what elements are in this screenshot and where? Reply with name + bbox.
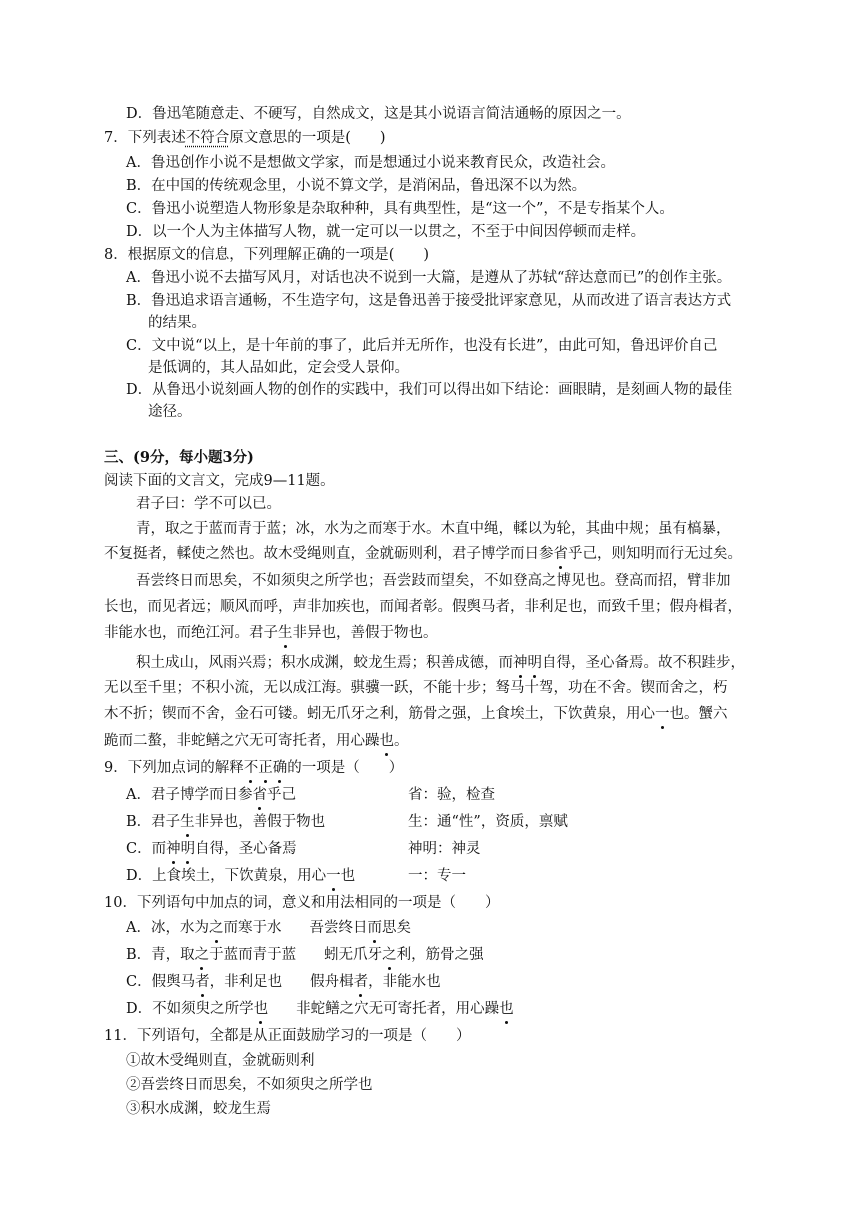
dotted-char: 确 [272, 760, 288, 776]
dotted-char: 一 [326, 868, 341, 884]
dotted-char: 之 [208, 920, 224, 936]
passage-line-9 [104, 704, 728, 724]
passage-line-4: 吾尝终日而思矣，不如须臾之所学也；吾尝跂而望矣，不如登高之博见也。登高而招，臂非加 [136, 573, 731, 589]
q8-option-d-cont: 途径。 [148, 404, 192, 420]
option-text: 而寒于水 [223, 920, 282, 936]
passage-line-8: 无以至千里；不积小流，无以成江海。骐骥一跃，不能十步；驽马十驾，功在不舍。锲而舍之，朽 [104, 680, 728, 696]
passage-text: 积土成山，风雨兴焉；积水成渊，蛟龙生焉；积善成德，而 [136, 655, 513, 671]
q10-option-c [126, 972, 441, 992]
passage-text: 跪而二螯，非蛇鳝之穴无可寄托者，用心躁 [104, 733, 380, 749]
dotted-char: 而 [367, 920, 382, 936]
q7-stem-post: 原文意思的一项是( ) [229, 130, 386, 146]
q8-option-b-cont: 的结果。 [148, 315, 206, 331]
q9-option-a [126, 785, 296, 805]
q7-stem [104, 128, 386, 148]
passage-line-5: 长也，而见者远；顺风而呼，声非加疾也，而闻者彰。假舆马者，非利足也，而致千里；假舟楫者， [104, 599, 742, 615]
q7-option-c: C．鲁迅小说塑造人物形象是杂取种种，具有典型性，是“这一个”，不是专指某个人。 [126, 201, 674, 217]
q7-stem-pre: 7．下列表述 [104, 130, 186, 146]
q9-option-c [126, 839, 297, 859]
passage-line-2: 青，取之于蓝而青于蓝；冰，水为之而寒于水。木直中绳，輮以为轮，其曲中规；虽有槁暴， [136, 521, 731, 537]
option-text: 于蓝而青于蓝 [209, 947, 297, 963]
option-text: 吾尝终日 [309, 920, 368, 936]
option-text: ，非能水也 [368, 974, 441, 990]
dotted-char: 之 [194, 947, 210, 963]
q10-option-a [126, 918, 411, 938]
q11-stem: 11．下列语句，全都是从正面鼓励学习的一项是（ ） [104, 1028, 471, 1044]
dotted-char: 一 [655, 706, 670, 722]
option-text: D．不如须臾之所学 [126, 1001, 254, 1017]
passage-text: 自得，圣心备焉。故不积跬步， [542, 655, 745, 671]
q7-option-d: D．以一个人为主体描写人物，就一定可以一以贯之，不至于中间因停顿而走样。 [126, 224, 646, 240]
dotted-char: 正 [258, 760, 273, 776]
option-text: D．上食埃土，下饮黄泉，用心 [126, 868, 327, 884]
q9-option-b [126, 812, 325, 832]
q9-stem-pre: 9．下列加点词的解释 [104, 760, 244, 776]
q9-stem [104, 758, 403, 778]
dotted-char: 明 [527, 655, 542, 671]
option-text: 自得，圣心备焉 [195, 841, 297, 857]
passage-text: 木不折；锲而不舍，金石可镂。蚓无爪牙之利，筋骨之强，上食埃土，下饮黄泉，用心 [104, 706, 655, 722]
option-text: 乎己 [266, 787, 296, 803]
dotted-char: 者 [353, 974, 369, 990]
option-text: 假舟楫 [310, 974, 354, 990]
passage-text: 。 [394, 733, 409, 749]
q9-option-d [126, 866, 355, 886]
dotted-char: 生 [278, 625, 293, 641]
passage-line-10 [104, 731, 409, 751]
dotted-char: 神 [166, 841, 181, 857]
dotted-char: 省 [553, 546, 568, 562]
passage-text: 非能水也，而绝江河。君子 [104, 625, 278, 641]
dotted-char: 也 [253, 1001, 269, 1017]
q9-option-c-answer: 神明：神灵 [408, 841, 481, 857]
q7-stem-emphasis [186, 130, 230, 146]
passage-text: 非异也，善假于物也。 [292, 625, 438, 641]
dotted-char: 生 [180, 814, 195, 830]
option-text: ，非利足也 [209, 974, 283, 990]
option-text: 蚓无爪牙 [324, 947, 383, 963]
q9-option-b-answer: 生：通“性”，资质，禀赋 [408, 814, 568, 830]
passage-text: 也。蟹六 [669, 706, 728, 722]
passage-line-6 [104, 623, 438, 643]
q8-option-a: A．鲁迅小说不去描写风月，对话也决不说到一大篇，是遵从了苏轼“辞达意而已”的创作主张。 [126, 270, 732, 286]
q9-stem-post: 的一项是（ ） [287, 760, 404, 776]
q10-stem: 10．下列语句中加点的词，意义和用法相同的一项是（ ） [104, 895, 500, 911]
passage-line-7 [136, 653, 745, 673]
q11-item-3: ③积水成渊，蛟龙生焉 [126, 1101, 271, 1117]
q11-item-2: ②吾尝终日而思矣，不如须臾之所学也 [126, 1077, 373, 1093]
q9-option-d-answer: 一：专一 [408, 868, 466, 884]
q7-option-b: B．在中国的传统观念里，小说不算文学，是消闲品，鲁迅深不以为然。 [126, 178, 587, 194]
option-text: B．君子 [126, 814, 181, 830]
dotted-char: 者 [195, 974, 210, 990]
passage-text: 不复挺者，輮使之然也。故木受绳则直，金就砺则利，君子博学而日参 [104, 546, 554, 562]
option-text: 思矣 [381, 920, 411, 936]
q7-option-a: A．鲁迅创作小说不是想做文学家，而是想通过小说来教育民众，改造社会。 [126, 155, 615, 171]
option-text: C．而 [126, 841, 167, 857]
passage-line-1: 君子曰：学不可以已。 [136, 496, 281, 512]
option-text: B．青，取 [126, 947, 195, 963]
q9-option-a-answer: 省：验，检查 [408, 787, 495, 803]
dotted-char: 不 [243, 760, 259, 776]
q8-option-c: C．文中说“以上，是十年前的事了，此后并无所作，也没有长进”，由此可知，鲁迅评价自己 [126, 338, 718, 354]
section-intro: 阅读下面的文言文，完成9—11题。 [104, 473, 335, 489]
q8-option-b: B．鲁迅追求语言通畅，不生造字句，这是鲁迅善于接受批评家意见，从而改进了语言表达方式 [126, 293, 732, 309]
dotted-char: 之 [382, 947, 397, 963]
dotted-char: 神 [513, 655, 528, 671]
q10-option-d [126, 999, 514, 1019]
option-text: A．冰，水为 [126, 920, 209, 936]
q11-item-1: ①故木受绳则直，金就砺则利 [126, 1053, 315, 1069]
dotted-char: 明 [180, 841, 196, 857]
dotted-char: 也 [379, 733, 394, 749]
section-heading: 三、(9分，每小题3分) [104, 449, 254, 466]
option-text: C．假舆马 [126, 974, 196, 990]
option-text: A．君子博学而日参 [126, 787, 253, 803]
q8-option-c-cont: 是低调的，其人品如此，定会受人景仰。 [148, 360, 409, 376]
q8-option-d: D．从鲁迅小说刻画人物的创作的实践中，我们可以得出如下结论：画眼睛，是刻画人物的最佳 [126, 382, 733, 398]
dotted-char: 省 [252, 787, 267, 803]
q6-option-d: D．鲁迅笔随意走、不硬写，自然成文，这是其小说语言简洁通畅的原因之一。 [126, 106, 631, 122]
passage-text: 乎己，则知明而行无过矣。 [568, 546, 742, 562]
q10-option-b [126, 945, 484, 965]
option-text: 利，筋骨之强 [396, 947, 484, 963]
option-text: 非异也，善假于物也 [194, 814, 326, 830]
dotted-char: 也 [499, 1001, 514, 1017]
passage-line-3 [104, 544, 742, 564]
option-text: 也 [340, 868, 356, 884]
q8-stem: 8．根据原文的信息，下列理解正确的一项是( ) [104, 247, 430, 263]
option-text: 非蛇鳝之穴无可寄托者，用心躁 [296, 1001, 500, 1017]
q7-emph-text: 不符合 [185, 130, 230, 146]
